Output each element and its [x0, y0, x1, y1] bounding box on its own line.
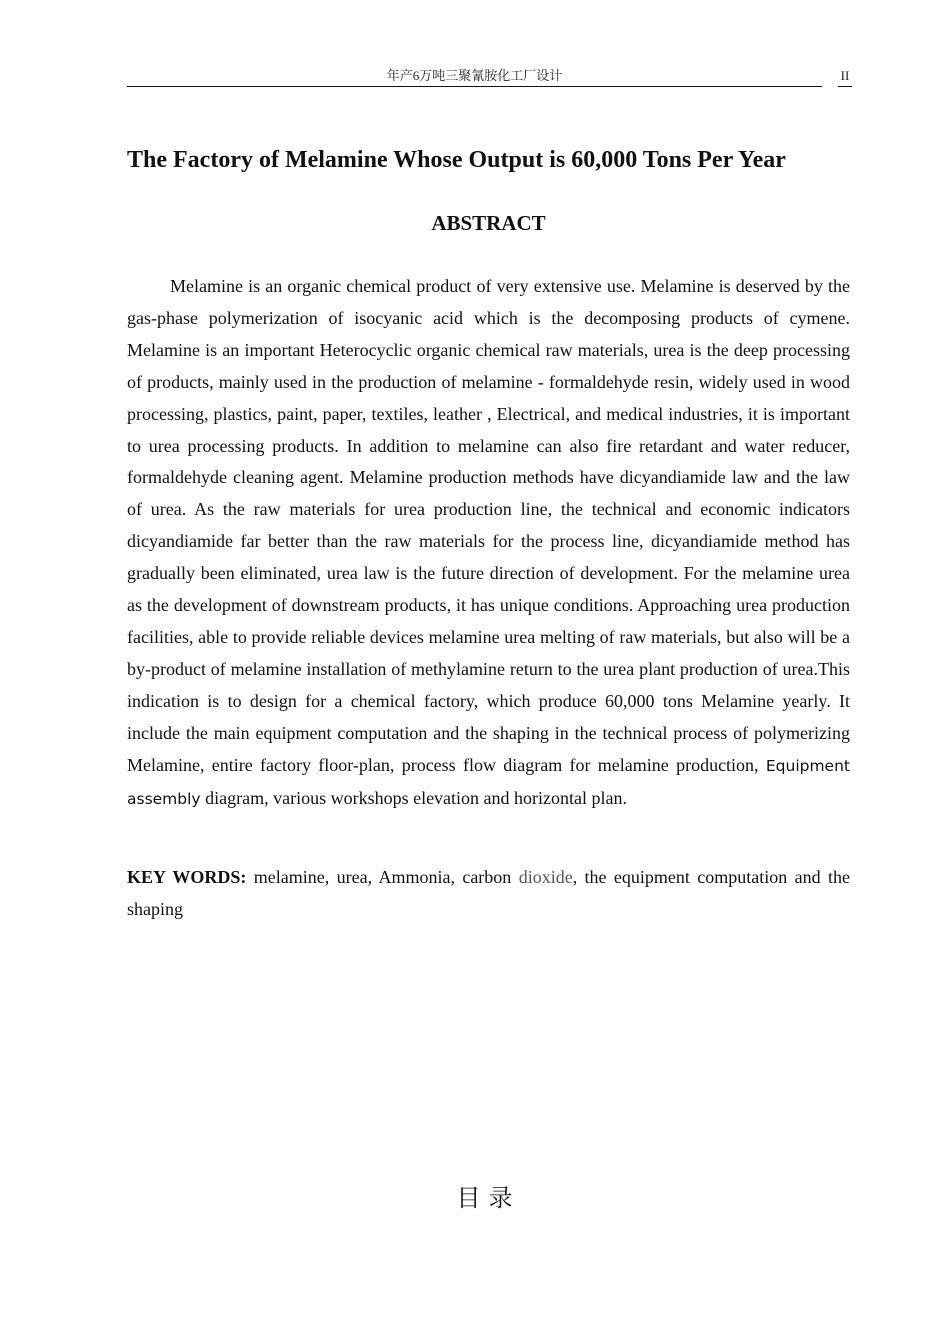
page-number: II: [838, 66, 852, 87]
running-header: [127, 66, 822, 87]
abstract-body: [127, 271, 850, 815]
keywords-paragraph: [127, 862, 850, 926]
keywords-text-muted: dioxide: [518, 867, 573, 887]
document-title: The Factory of Melamine Whose Output is 60,000 Tons Per Year: [127, 147, 786, 173]
running-header-title: 年产6万吨三聚氰胺化工厂设计: [386, 68, 563, 83]
keywords-text-end: , the equipment computation and the shaping: [127, 867, 850, 919]
keywords-label: KEY WORDS:: [127, 867, 247, 887]
abstract-text-main: Melamine is an organic chemical product of very extensive use. Melamine is deserved by the gas-phase polymerization of isocyanic acid which is the decomposing products of cymene. Melamine is an important Heterocyclic organic chemical raw materials, urea is the deep processing of products, mainly used in the production of melamine - formaldehyde resin, widely used in wood processing, plastics, paint, paper, textiles, leather , Electrical, and medical industries, it is important to urea processing products. In addition to melamine can also fire retardant and water reducer, formaldehyde cleaning agent. Melamine production methods have dicyandiamide law and the law of urea. As the raw materials for urea production line, the technical and economic indicators dicyandiamide far better than the raw materials for the process line, dicyandiamide method has gradually been eliminated, urea law is the future direction of development. For the melamine urea as the development of downstream products, it has unique conditions. Approaching urea production facilities, able to provide reliable devices melamine urea melting of raw materials, but also will be a by-product of melamine installation of methylamine return to the urea plant production of urea.This indication is to design for a chemical factory, which produce 60,000 tons Melamine yearly. It include the main equipment computation and the shaping in the technical process of polymerizing Melamine, entire factory floor-plan, process flow diagram for melamine production,: [127, 276, 850, 775]
abstract-text-equipment-assembly: Equipment assembly: [127, 756, 850, 808]
keywords-text: melamine, urea, Ammonia, carbon: [253, 867, 512, 887]
abstract-text-end: diagram, various workshops elevation and horizontal plan.: [205, 787, 628, 808]
abstract-heading: ABSTRACT: [431, 211, 546, 235]
table-of-contents-heading: 目录: [456, 1184, 521, 1212]
